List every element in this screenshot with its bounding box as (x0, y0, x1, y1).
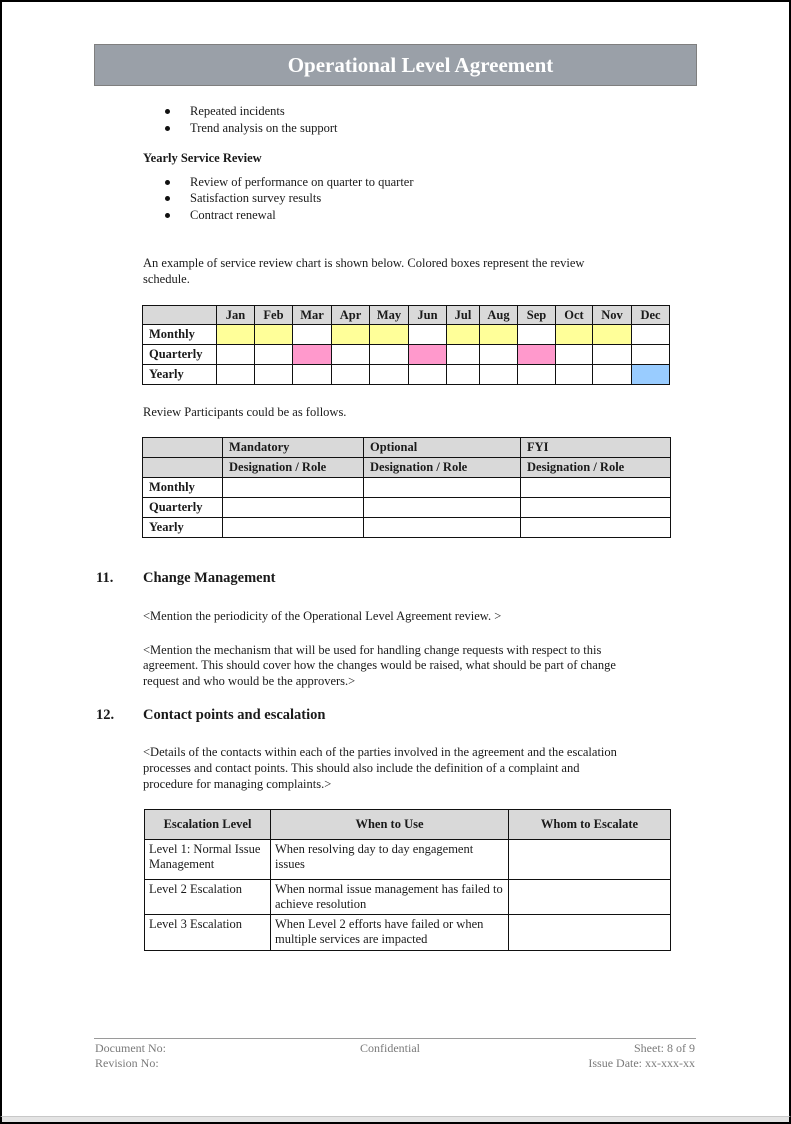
footer-revision-no: Revision No: (95, 1056, 159, 1070)
participants-table (142, 437, 671, 538)
section-paragraph-line: <Mention the mechanism that will be used for handling change requests with respect to this (143, 643, 602, 657)
schedule-row-quarterly (143, 345, 670, 365)
schedule-cell-filled (409, 345, 447, 365)
month-header: Feb (255, 306, 293, 325)
schedule-cell-filled (332, 325, 370, 345)
schedule-cell (332, 345, 370, 365)
participant-cell (521, 478, 671, 498)
participant-cell (521, 498, 671, 518)
section-number: 11. (96, 570, 114, 586)
participants-intro: Review Participants could be as follows. (143, 405, 347, 419)
schedule-cell (370, 345, 409, 365)
when-to-use-cell: When Level 2 efforts have failed or when multiple services are impacted (271, 915, 509, 951)
schedule-cell (255, 345, 293, 365)
schedule-cell (632, 345, 670, 365)
escalation-level-cell: Level 1: Normal Issue Management (145, 840, 271, 880)
schedule-cell-filled (293, 345, 332, 365)
participant-cell (223, 518, 364, 538)
footer-divider (94, 1038, 696, 1039)
footer-confidential: Confidential (360, 1041, 420, 1055)
section-paragraph-line: agreement. This should cover how the changes would be raised, what should be part of change (143, 658, 616, 672)
corner-cell (143, 306, 217, 325)
participants-subheader-row (143, 458, 671, 478)
bullet-icon (165, 213, 170, 218)
section-paragraph-line: procedure for managing complaints.> (143, 777, 332, 791)
schedule-cell (447, 365, 480, 385)
bullet-item: Contract renewal (165, 207, 276, 223)
bullet-item: Repeated incidents (165, 103, 285, 119)
schedule-cell (632, 325, 670, 345)
escalation-level-cell: Level 2 Escalation (145, 880, 271, 915)
escalation-header-row (145, 810, 671, 840)
bullet-item: Satisfaction survey results (165, 190, 321, 206)
yearly-review-heading: Yearly Service Review (143, 151, 262, 165)
schedule-cell-filled (370, 325, 409, 345)
row-label: Monthly (143, 478, 223, 498)
section-paragraph-line: <Details of the contacts within each of the parties involved in the agreement and the escalation (143, 745, 617, 759)
horizontal-scrollbar-track[interactable] (0, 1116, 791, 1124)
bullet-icon (165, 109, 170, 114)
participants-group-row (143, 438, 671, 458)
participants-row (143, 498, 671, 518)
participant-cell (223, 478, 364, 498)
row-label: Quarterly (143, 498, 223, 518)
chart-intro-line: An example of service review chart is shown below. Colored boxes represent the review (143, 256, 585, 270)
participant-cell (364, 498, 521, 518)
column-header: Whom to Escalate (509, 810, 671, 840)
when-to-use-cell: When normal issue management has failed to achieve resolution (271, 880, 509, 915)
month-header: May (370, 306, 409, 325)
schedule-cell-filled (447, 325, 480, 345)
schedule-cell (518, 365, 556, 385)
participant-cell (521, 518, 671, 538)
group-header: Mandatory (223, 438, 364, 458)
bullet-icon (165, 126, 170, 131)
month-header: Apr (332, 306, 370, 325)
footer-issue-date: Issue Date: xx-xxx-xx (588, 1056, 695, 1070)
schedule-cell (593, 365, 632, 385)
document-header-band (94, 44, 697, 86)
month-header: Oct (556, 306, 593, 325)
role-header: Designation / Role (521, 458, 671, 478)
section-paragraph: <Mention the periodicity of the Operational Level Agreement review. > (143, 609, 502, 623)
corner-cell (143, 458, 223, 478)
escalation-level-cell: Level 3 Escalation (145, 915, 271, 951)
month-header: Nov (593, 306, 632, 325)
corner-cell (143, 438, 223, 458)
schedule-cell (409, 365, 447, 385)
month-header: Mar (293, 306, 332, 325)
section-title: Contact points and escalation (143, 707, 326, 723)
schedule-cell (518, 325, 556, 345)
month-header: Aug (480, 306, 518, 325)
schedule-cell (480, 365, 518, 385)
section-number: 12. (96, 707, 115, 723)
column-header: Escalation Level (145, 810, 271, 840)
schedule-cell-filled (518, 345, 556, 365)
schedule-cell (556, 365, 593, 385)
escalation-row (145, 840, 671, 880)
schedule-cell (217, 345, 255, 365)
month-header: Dec (632, 306, 670, 325)
schedule-cell (255, 365, 293, 385)
column-header: When to Use (271, 810, 509, 840)
month-header: Jul (447, 306, 480, 325)
schedule-cell-filled (480, 325, 518, 345)
schedule-cell (293, 365, 332, 385)
bullet-icon (165, 196, 170, 201)
participants-row (143, 518, 671, 538)
row-label: Yearly (143, 518, 223, 538)
chart-intro-line: schedule. (143, 272, 190, 286)
footer-sheet: Sheet: 8 of 9 (634, 1041, 695, 1055)
footer-document-no: Document No: (95, 1041, 166, 1055)
role-header: Designation / Role (223, 458, 364, 478)
bullet-item: Trend analysis on the support (165, 120, 337, 136)
section-paragraph-line: request and who would be the approvers.> (143, 674, 356, 688)
participant-cell (223, 498, 364, 518)
participant-cell (364, 518, 521, 538)
escalation-row (145, 915, 671, 951)
schedule-cell (556, 345, 593, 365)
row-label: Quarterly (143, 345, 217, 365)
schedule-row-yearly (143, 365, 670, 385)
schedule-header-row (143, 306, 670, 325)
group-header: FYI (521, 438, 671, 458)
schedule-cell-filled (255, 325, 293, 345)
schedule-cell (217, 365, 255, 385)
bullet-item: Review of performance on quarter to quarter (165, 174, 414, 190)
schedule-cell (447, 345, 480, 365)
schedule-cell-filled (556, 325, 593, 345)
schedule-cell (480, 345, 518, 365)
schedule-cell-filled (593, 325, 632, 345)
escalation-row (145, 880, 671, 915)
schedule-cell-filled (632, 365, 670, 385)
schedule-cell (293, 325, 332, 345)
section-title: Change Management (143, 570, 276, 586)
month-header: Sep (518, 306, 556, 325)
whom-to-escalate-cell (509, 880, 671, 915)
schedule-row-monthly (143, 325, 670, 345)
bullet-icon (165, 180, 170, 185)
review-schedule-table (142, 305, 670, 385)
month-header: Jan (217, 306, 255, 325)
when-to-use-cell: When resolving day to day engagement issues (271, 840, 509, 880)
schedule-cell-filled (217, 325, 255, 345)
participant-cell (364, 478, 521, 498)
escalation-table (144, 809, 671, 951)
schedule-cell (593, 345, 632, 365)
whom-to-escalate-cell (509, 915, 671, 951)
participants-row (143, 478, 671, 498)
role-header: Designation / Role (364, 458, 521, 478)
month-header: Jun (409, 306, 447, 325)
schedule-cell (409, 325, 447, 345)
schedule-cell (370, 365, 409, 385)
row-label: Yearly (143, 365, 217, 385)
row-label: Monthly (143, 325, 217, 345)
group-header: Optional (364, 438, 521, 458)
document-title: Operational Level Agreement (287, 52, 554, 77)
schedule-cell (332, 365, 370, 385)
whom-to-escalate-cell (509, 840, 671, 880)
section-paragraph-line: processes and contact points. This should also include the definition of a complaint and (143, 761, 580, 775)
